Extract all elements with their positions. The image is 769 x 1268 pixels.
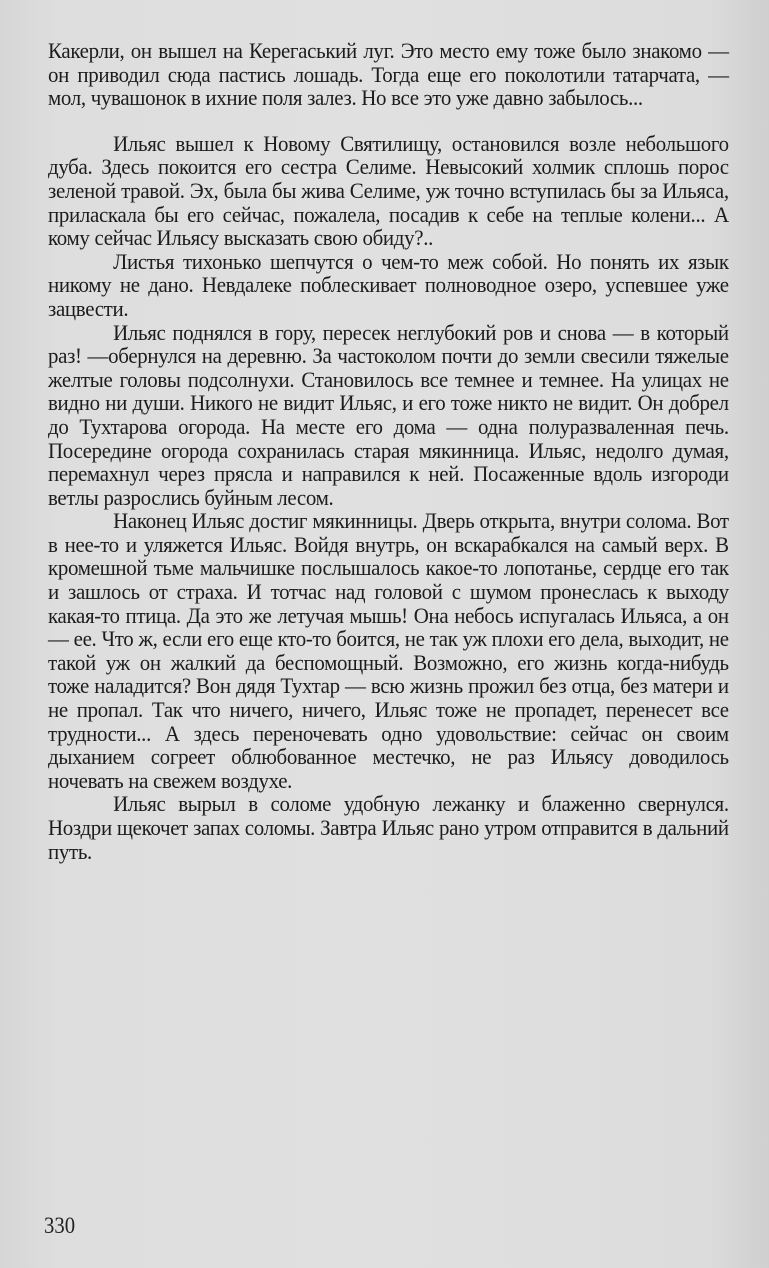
paragraph-2: Ильяс вышел к Новому Святилищу, остановился возле небольшого дуба. Здесь покоится его сестра Селиме. Невысокий холмик сплошь порос зеленой травой. Эх, была бы жива Селиме, уж точно вступилась бы за Ильяса, приласкала бы его сейчас, пожалела, посадив к себе на теплые колени... А кому сейчас Ильясу высказать свою обиду?.. bbox=[48, 130, 729, 251]
page-body-text bbox=[48, 38, 729, 864]
paragraph-6: Ильяс вырыл в соломе удобную лежанку и блаженно свернулся. Ноздри щекочет запах соломы. Завтра Ильяс рано утром отправится в дальний путь. bbox=[48, 791, 729, 864]
paragraph-4: Ильяс поднялся в гору, пересек неглубокий ров и снова — в который раз! —обернулся на деревню. За частоколом почти до земли свесили тяжелые желтые головы подсолнухи. Становилось все темнее и темнее. На улицах не видно ни души. Никого не видит Ильяс, и его тоже никто не видит. Он добрел до Тухтарова огорода. На месте его дома — одна полуразваленная печь. Посередине огорода сохранилась старая мякинница. Ильяс, недолго думая, перемахнул через прясла и направился к ней. Посаженные вдоль изгороди ветлы разрослись буйным лесом. bbox=[48, 319, 729, 510]
paragraph-5: Наконец Ильяс достиг мякинницы. Дверь открыта, внутри солома. Вот в нее-то и уляжется Ильяс. Войдя внутрь, он вскарабкался на самый верх. В кромешной тьме мальчишке послышалось какое-то лопотанье, сердце его так и зашлось от страха. И тотчас над головой с шумом пронеслась к выходу какая-то птица. Да это же летучая мышь! Она небось испугалась Ильяса, а он — ее. Что ж, если его еще кто-то боится, не так уж плохи его дела, выходит, не такой уж он жалкий да беспомощный. Возможно, его жизнь когда-нибудь тоже наладится? Вон дядя Тухтар — всю жизнь прожил без отца, без матери и не пропал. Так что ничего, ничего, Ильяс тоже не пропадет, перенесет все трудности... А здесь переночевать одно удовольствие: сейчас он своим дыханием согреет облюбованное местечко, не раз Ильясу доводилось ночевать на свежем воздухе. bbox=[48, 508, 729, 793]
page-number: 330 bbox=[44, 1213, 76, 1238]
paragraph-1: Какерли, он вышел на Керегаський луг. Это место ему тоже было знакомо — он приводил сюда пастись лошадь. Тогда еще его поколотили татарчата, — мол, чувашонок в ихние поля залез. Но все это уже давно забылось... bbox=[48, 38, 729, 111]
paragraph-3: Листья тихонько шепчутся о чем-то меж собой. Но понять их язык никому не дано. Невдалеке поблескивает полноводное озеро, успевшее уже зацвести. bbox=[48, 248, 729, 321]
